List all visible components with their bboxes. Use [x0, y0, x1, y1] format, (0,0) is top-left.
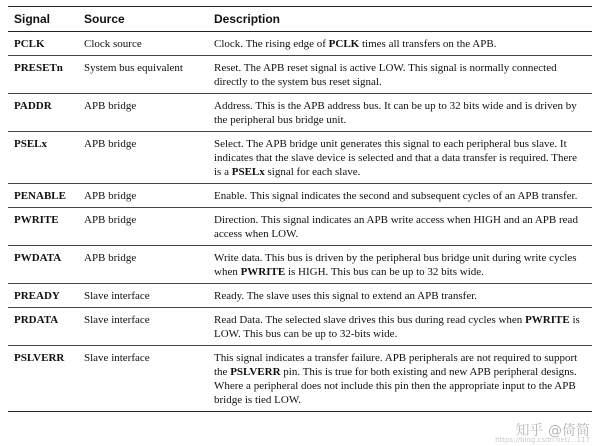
- description-text: signal for each slave.: [264, 166, 361, 178]
- signal-name: PRESETn: [8, 56, 78, 94]
- signal-source: Slave interface: [78, 346, 208, 412]
- description-signal-ref: PCLK: [328, 38, 360, 50]
- signal-description: [208, 56, 592, 94]
- signal-description: [208, 132, 592, 184]
- description-text: Clock. The rising edge of: [214, 38, 329, 50]
- description-text: Direction. This signal indicates an APB write access when HIGH and an APB read access when LOW.: [214, 214, 578, 240]
- table-row: [8, 246, 592, 284]
- signal-description: [208, 94, 592, 132]
- description-text: pin. This is true for both existing and new APB peripheral designs. Where a peripheral does not include this pin then the appropriate input to the APB bridge is tied LOW.: [214, 366, 577, 406]
- signal-name: PSLVERR: [8, 346, 78, 412]
- description-text: Address. This is the APB address bus. It can be up to 32 bits wide and is driven by the peripheral bus bridge unit.: [214, 100, 577, 126]
- signal-source: APB bridge: [78, 246, 208, 284]
- description-text: is LOW. This bus can be up to 32-bits wide.: [214, 314, 580, 340]
- description-text: Reset. The APB reset signal is active LOW. This signal is normally connected directly to the system bus reset signal.: [214, 62, 557, 88]
- apb-signal-table: [8, 6, 592, 412]
- signal-description: [208, 284, 592, 308]
- signal-description: [208, 184, 592, 208]
- table-body: [8, 32, 592, 412]
- description-text: Enable. This signal indicates the second and subsequent cycles of an APB transfer.: [214, 190, 578, 202]
- description-text: Read Data. The selected slave drives this bus during read cycles when: [214, 314, 526, 326]
- signal-description: [208, 346, 592, 412]
- watermark: 知乎 @倚简: [515, 423, 590, 439]
- signal-name: PADDR: [8, 94, 78, 132]
- signal-name: PWDATA: [8, 246, 78, 284]
- description-text: Ready. The slave uses this signal to extend an APB transfer.: [214, 290, 478, 302]
- table-row: [8, 32, 592, 56]
- table-row: [8, 94, 592, 132]
- header-source: Source: [78, 7, 208, 32]
- description-text: is HIGH. This bus can be up to 32 bits wide.: [285, 266, 484, 278]
- watermark-url: https://blog.csdn.net/...117: [495, 436, 590, 444]
- signal-source: Slave interface: [78, 284, 208, 308]
- description-text: Write data. This bus is driven by the peripheral bus bridge unit during write cycles when: [214, 252, 577, 278]
- signal-description: [208, 308, 592, 346]
- description-text: times all transfers on the APB.: [359, 38, 497, 50]
- signal-source: APB bridge: [78, 184, 208, 208]
- table-row: [8, 132, 592, 184]
- table-row: [8, 346, 592, 412]
- description-signal-ref: PSELx: [231, 166, 265, 178]
- signal-name: PRDATA: [8, 308, 78, 346]
- signal-source: Clock source: [78, 32, 208, 56]
- signal-source: APB bridge: [78, 94, 208, 132]
- signal-description: [208, 246, 592, 284]
- header-signal: Signal: [8, 7, 78, 32]
- table-header-row: [8, 7, 592, 32]
- table-row: [8, 56, 592, 94]
- table-row: [8, 208, 592, 246]
- description-signal-ref: PWRITE: [525, 314, 570, 326]
- signal-name: PCLK: [8, 32, 78, 56]
- table-row: [8, 284, 592, 308]
- table-row: [8, 308, 592, 346]
- signal-source: Slave interface: [78, 308, 208, 346]
- description-signal-ref: PSLVERR: [230, 366, 281, 378]
- signal-description: [208, 32, 592, 56]
- signal-name: PENABLE: [8, 184, 78, 208]
- signal-name: PREADY: [8, 284, 78, 308]
- signal-name: PSELx: [8, 132, 78, 184]
- signal-description: [208, 208, 592, 246]
- description-signal-ref: PWRITE: [240, 266, 286, 278]
- signal-source: APB bridge: [78, 208, 208, 246]
- signal-name: PWRITE: [8, 208, 78, 246]
- signal-source: System bus equivalent: [78, 56, 208, 94]
- description-text: Select. The APB bridge unit generates this signal to each peripheral bus slave. It indicates that the slave device is selected and that a data transfer is required. There is a: [214, 138, 577, 178]
- signal-source: APB bridge: [78, 132, 208, 184]
- header-description: Description: [208, 7, 592, 32]
- description-text: This signal indicates a transfer failure. APB peripherals are not required to support the: [214, 352, 578, 378]
- table-row: [8, 184, 592, 208]
